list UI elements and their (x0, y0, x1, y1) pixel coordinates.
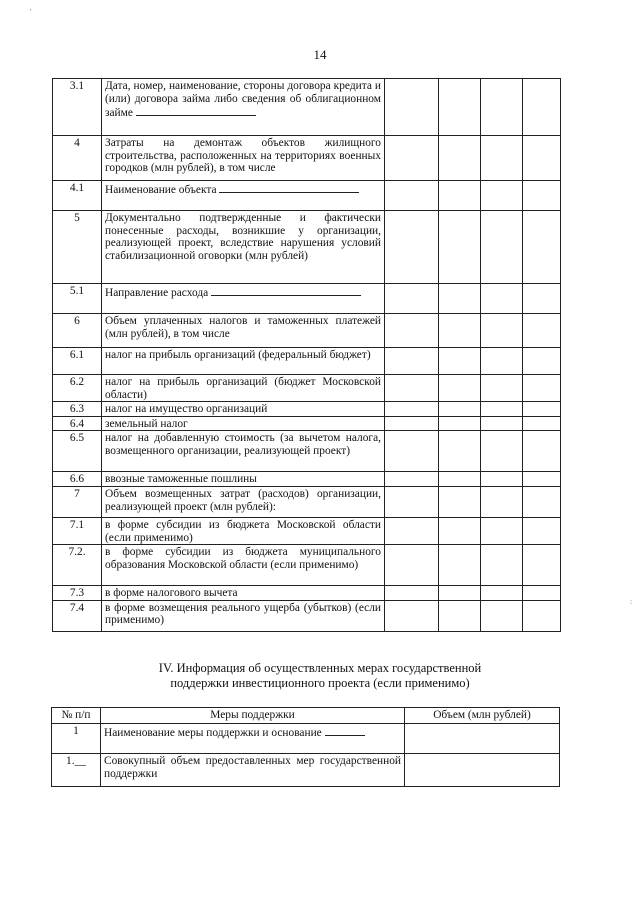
row-description (102, 472, 385, 487)
value-cell[interactable] (481, 545, 523, 586)
row-label: Дата, номер, наименование, стороны договора кредита и (или) договора займа либо сведения об облигационном займе (105, 80, 381, 120)
table-row (53, 416, 561, 431)
value-cell[interactable] (481, 181, 523, 211)
value-cell[interactable] (439, 136, 481, 181)
row-number: 3.1 (53, 79, 102, 136)
support-volume-cell[interactable] (405, 724, 560, 754)
support-header-volume: Объем (млн рублей) (405, 708, 560, 724)
value-cell[interactable] (523, 586, 561, 601)
row-label: Затраты на демонтаж объектов жилищного строительства, расположенных на территориях военных городков (млн рублей), в том числе (105, 137, 381, 175)
row-number: 6.3 (53, 402, 102, 417)
value-cell[interactable] (523, 472, 561, 487)
value-cell[interactable] (385, 79, 439, 136)
value-cell[interactable] (481, 517, 523, 544)
table-row (53, 348, 561, 375)
row-label: налог на прибыль организаций (бюджет Московской области) (105, 376, 381, 401)
table-row (53, 79, 561, 136)
row-description (102, 79, 385, 136)
value-cell[interactable] (439, 375, 481, 402)
value-cell[interactable] (523, 284, 561, 314)
value-cell[interactable] (523, 402, 561, 417)
main-table-body (53, 79, 561, 632)
value-cell[interactable] (523, 600, 561, 631)
row-description (102, 136, 385, 181)
value-cell[interactable] (385, 431, 439, 472)
value-cell[interactable] (481, 375, 523, 402)
scan-mark: : (630, 598, 632, 606)
value-cell[interactable] (481, 314, 523, 348)
row-label: Объем возмещенных затрат (расходов) организации, реализующей проект (млн рублей): (105, 487, 381, 513)
row-number: 6 (53, 314, 102, 348)
value-cell[interactable] (439, 284, 481, 314)
support-header-measures: Меры поддержки (101, 708, 405, 724)
row-description (102, 517, 385, 544)
table-row (53, 375, 561, 402)
row-number: 6.5 (53, 431, 102, 472)
support-row-label: Наименование меры поддержки и основание (104, 727, 322, 739)
main-table (52, 78, 561, 632)
page-number: 14 (313, 47, 327, 62)
row-label: Объем уплаченных налогов и таможенных платежей (млн рублей), в том числе (105, 315, 381, 340)
row-label: земельный налог (105, 417, 188, 430)
value-cell[interactable] (385, 375, 439, 402)
row-label: налог на прибыль организаций (федеральный бюджет) (105, 349, 371, 361)
row-number: 7 (53, 486, 102, 517)
value-cell[interactable] (439, 348, 481, 375)
support-row (52, 724, 560, 754)
row-description (102, 402, 385, 417)
value-cell[interactable] (439, 416, 481, 431)
value-cell[interactable] (385, 416, 439, 431)
scan-mark: ' (30, 8, 32, 16)
row-description (102, 545, 385, 586)
value-cell[interactable] (481, 416, 523, 431)
value-cell[interactable] (439, 181, 481, 211)
row-number: 7.1 (53, 517, 102, 544)
value-cell[interactable] (481, 284, 523, 314)
row-number: 7.2. (53, 545, 102, 586)
value-cell[interactable] (481, 486, 523, 517)
fill-in-blank[interactable] (219, 182, 359, 193)
support-row-description (101, 754, 405, 787)
row-description (102, 348, 385, 375)
table-row (53, 586, 561, 601)
row-description (102, 211, 385, 284)
value-cell[interactable] (481, 136, 523, 181)
row-label: Направление расхода (105, 287, 209, 299)
value-cell[interactable] (481, 79, 523, 136)
value-cell[interactable] (523, 79, 561, 136)
fill-in-blank[interactable] (325, 725, 365, 736)
value-cell[interactable] (481, 348, 523, 375)
value-cell[interactable] (385, 486, 439, 517)
fill-in-blank[interactable] (136, 105, 256, 116)
value-cell[interactable] (439, 517, 481, 544)
row-number: 7.4 (53, 600, 102, 631)
row-description (102, 586, 385, 601)
table-row (53, 472, 561, 487)
row-label: налог на добавленную стоимость (за вычетом налога, возмещенного организации, реализующей проект) (105, 432, 381, 457)
row-description (102, 431, 385, 472)
row-description (102, 416, 385, 431)
value-cell[interactable] (523, 517, 561, 544)
row-description (102, 375, 385, 402)
value-cell[interactable] (385, 472, 439, 487)
row-number: 7.3 (53, 586, 102, 601)
row-description (102, 284, 385, 314)
row-number: 5 (53, 211, 102, 284)
value-cell[interactable] (523, 181, 561, 211)
row-label: ввозные таможенные пошлины (105, 473, 257, 486)
value-cell[interactable] (439, 600, 481, 631)
table-row (53, 600, 561, 631)
support-header-num: № п/п (52, 708, 101, 724)
value-cell[interactable] (481, 402, 523, 417)
value-cell[interactable] (523, 348, 561, 375)
row-number: 6.1 (53, 348, 102, 375)
value-cell[interactable] (385, 211, 439, 284)
row-description (102, 486, 385, 517)
value-cell[interactable] (439, 472, 481, 487)
row-number: 6.6 (53, 472, 102, 487)
value-cell[interactable] (385, 284, 439, 314)
table-row (53, 545, 561, 586)
support-row-label: Совокупный объем предоставленных мер государственной поддержки (104, 755, 401, 780)
value-cell[interactable] (439, 486, 481, 517)
row-description (102, 181, 385, 211)
support-row-number: 1 (52, 724, 101, 754)
row-number: 6.4 (53, 416, 102, 431)
row-label: в форме возмещения реального ущерба (убытков) (если применимо) (105, 601, 381, 627)
section-iv-title (60, 661, 580, 691)
support-volume-cell[interactable] (405, 754, 560, 787)
value-cell[interactable] (481, 431, 523, 472)
row-label: в форме налогового вычета (105, 587, 238, 600)
value-cell[interactable] (481, 586, 523, 601)
section-iv-title-line1: IV. Информация об осуществленных мерах государственной (158, 661, 482, 675)
value-cell[interactable] (439, 79, 481, 136)
value-cell[interactable] (385, 586, 439, 601)
table-row (53, 402, 561, 417)
value-cell[interactable] (439, 545, 481, 586)
table-row (53, 284, 561, 314)
value-cell[interactable] (385, 600, 439, 631)
row-number: 4.1 (53, 181, 102, 211)
value-cell[interactable] (481, 211, 523, 284)
value-cell[interactable] (385, 545, 439, 586)
support-row-description (101, 724, 405, 754)
value-cell[interactable] (523, 211, 561, 284)
value-cell[interactable] (523, 545, 561, 586)
value-cell[interactable] (523, 136, 561, 181)
row-number: 5.1 (53, 284, 102, 314)
row-label: в форме субсидии из бюджета муниципального образования Московской области (если применимо) (105, 546, 381, 571)
fill-in-blank[interactable] (211, 285, 361, 296)
support-measures-table (51, 707, 560, 787)
value-cell[interactable] (439, 402, 481, 417)
row-number: 6.2 (53, 375, 102, 402)
row-description (102, 600, 385, 631)
value-cell[interactable] (385, 517, 439, 544)
value-cell[interactable] (385, 314, 439, 348)
value-cell[interactable] (385, 348, 439, 375)
table-row (53, 136, 561, 181)
row-description (102, 314, 385, 348)
support-row-number: 1.__ (52, 754, 101, 787)
value-cell[interactable] (439, 431, 481, 472)
value-cell[interactable] (523, 486, 561, 517)
row-label: налог на имущество организаций (105, 403, 268, 416)
value-cell[interactable] (523, 314, 561, 348)
value-cell[interactable] (523, 416, 561, 431)
section-iv-title-line2: поддержки инвестиционного проекта (если применимо) (170, 676, 470, 690)
value-cell[interactable] (523, 431, 561, 472)
table-row (53, 181, 561, 211)
value-cell[interactable] (481, 600, 523, 631)
value-cell[interactable] (481, 472, 523, 487)
support-header-row (52, 708, 560, 724)
value-cell[interactable] (385, 136, 439, 181)
value-cell[interactable] (439, 586, 481, 601)
row-label: Наименование объекта (105, 184, 217, 196)
value-cell[interactable] (439, 314, 481, 348)
value-cell[interactable] (385, 181, 439, 211)
value-cell[interactable] (439, 211, 481, 284)
row-number: 4 (53, 136, 102, 181)
table-row (53, 431, 561, 472)
row-label: в форме субсидии из бюджета Московской области (если применимо) (105, 518, 381, 544)
support-table-body (52, 724, 560, 787)
support-row (52, 754, 560, 787)
value-cell[interactable] (523, 375, 561, 402)
table-row (53, 517, 561, 544)
table-row (53, 486, 561, 517)
row-label: Документально подтвержденные и фактически понесенные расходы, возникшие у организации, реализующей проект, вследствие нарушения условий стабилизационной оговорки (млн рублей) (105, 212, 381, 262)
value-cell[interactable] (385, 402, 439, 417)
table-row (53, 211, 561, 284)
table-row (53, 314, 561, 348)
